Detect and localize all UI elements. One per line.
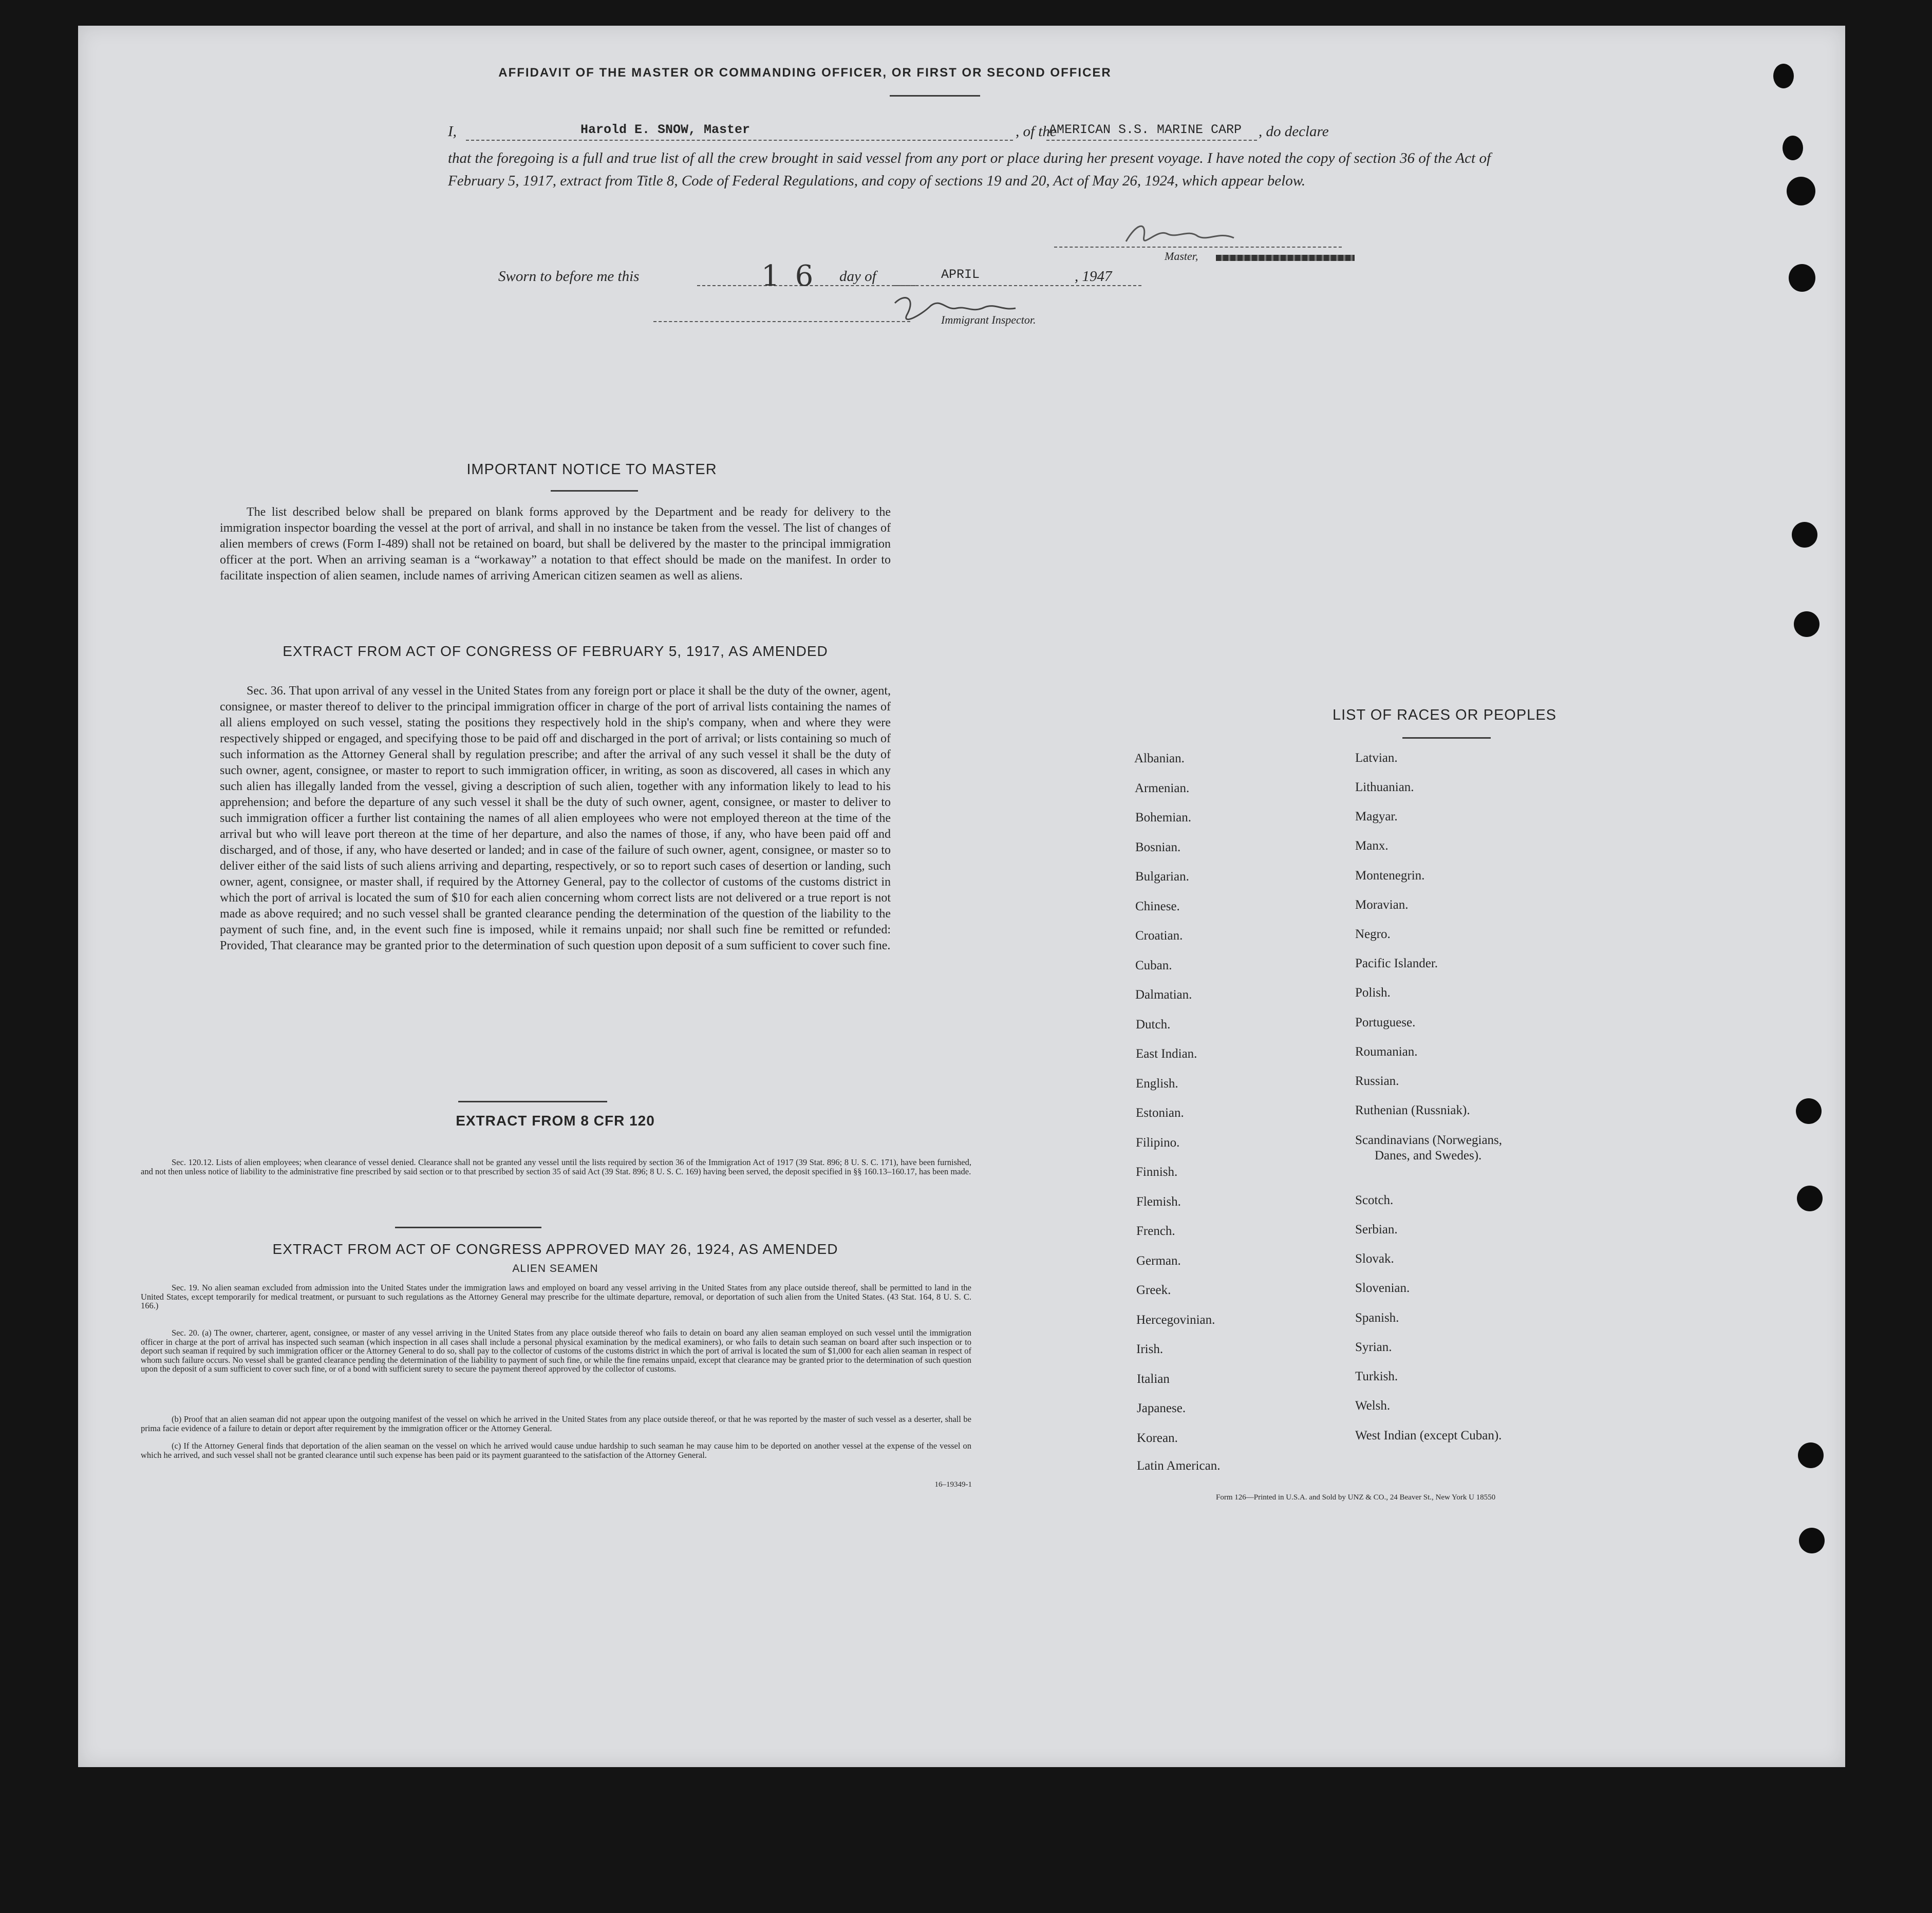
notice-rule [551, 490, 638, 492]
struck-out-officer-text [1216, 255, 1355, 261]
race-item: Albanian. [1134, 752, 1185, 765]
race-item: Turkish. [1355, 1370, 1398, 1383]
punch-hole [1773, 64, 1794, 88]
affidavit-body: that the foregoing is a full and true list of all the crew brought in said vessel from any port or place during her present voyage. I have noted the copy of section 36 of the Act of February 5, 1917, extract from Title 8, Code of Federal Regulations, and copy of sections 19 and 20, Act of May 26, 1924, which appear below. [448, 150, 1491, 189]
race-item: Scandinavians (Norwegians, [1355, 1133, 1503, 1147]
sworn-year: , 1947 [1075, 268, 1112, 285]
affidavit-title: AFFIDAVIT OF THE MASTER OR COMMANDING OFFICER, OR FIRST OR SECOND OFFICER [498, 66, 1112, 80]
vessel-name: AMERICAN S.S. MARINE CARP [1049, 122, 1242, 137]
race-item: Bulgarian. [1135, 870, 1189, 884]
race-item: East Indian. [1136, 1047, 1197, 1061]
punch-hole [1783, 136, 1803, 160]
punch-hole [1792, 522, 1817, 548]
race-item: Danes, and Swedes). [1375, 1149, 1482, 1162]
race-item: Filipino. [1136, 1136, 1180, 1150]
day-of-label: day of [839, 268, 876, 285]
race-item: Dalmatian. [1135, 988, 1192, 1002]
race-item: Spanish. [1355, 1311, 1399, 1325]
race-item: Estonian. [1136, 1106, 1184, 1120]
master-name: Harold E. SNOW, Master [580, 122, 751, 137]
race-item: Serbian. [1355, 1223, 1398, 1236]
race-item: Finnish. [1136, 1165, 1178, 1179]
extract-1924-sec20a: Sec. 20. (a) The owner, charterer, agent, consignee, or master of any vessel arriving in the United States from any place outside thereof who fails to detain on board any alien seaman employed on such vessel until the immigration officer in charge at the port of arrival has inspected such seaman (which inspection in all cases shall include a personal physical examination by the medical examiners), or who fails to detain such seaman on board after such inspection or to deport such seaman if required by such immigration officer or the Attorney General to do so, shall pay to the collector of customs of the customs district in which the port of arrival is located the sum of $1,000 for each alien seaman in respect of whom such failure occurs. No vessel shall be granted clearance pending the determination of the liability to payment of such fine, or while the fine remains unpaid, except that clearance may be granted prior to the determination of such question upon the deposit of a sum sufficient to cover such fine, or of a bond with sufficient surety to secure the payment thereof approved by the collector of customs. [141, 1328, 971, 1374]
punch-hole [1796, 1098, 1822, 1124]
race-item: Welsh. [1355, 1399, 1391, 1413]
race-item: Japanese. [1137, 1401, 1186, 1415]
race-item: Latvian. [1355, 751, 1398, 765]
punch-hole [1797, 1186, 1823, 1211]
race-item: Italian [1137, 1372, 1170, 1386]
notice-title: IMPORTANT NOTICE TO MASTER [466, 461, 717, 478]
affidavit-prefix: I, [448, 123, 457, 140]
extract-cfr-body: Sec. 120.12. Lists of alien employees; when clearance of vessel denied. Clearance shall not be granted any vessel until the lists required by section 36 of the Immigration Act of 1917 (39 Stat. 896; 8 U. S. C. 171), have been furnished, and not then unless notice of liability to the administrative fine prescribed by said section or to that prescribed by section 35 of said Act (39 Stat. 896; 8 U. S. C. 169) having been served, the deposit specified in §§ 160.13–160.17, has been made. [141, 1157, 971, 1176]
race-item: Scotch. [1355, 1193, 1394, 1207]
race-item: Montenegrin. [1355, 869, 1425, 883]
master-name-line [466, 140, 1013, 141]
sworn-month-line [895, 285, 1141, 286]
inspector-label: Immigrant Inspector. [941, 313, 1036, 326]
race-item: Polish. [1355, 986, 1391, 1000]
punch-hole [1789, 264, 1815, 292]
race-item: Latin American. [1137, 1459, 1221, 1473]
extract-cfr-end-rule [395, 1227, 541, 1228]
race-item: Greek. [1136, 1283, 1171, 1297]
inspector-signature-line [653, 321, 910, 322]
race-item: Hercegovinian. [1136, 1313, 1215, 1327]
document-page [78, 26, 1845, 1767]
race-item: Dutch. [1136, 1018, 1171, 1031]
extract-1924-subtitle: ALIEN SEAMEN [512, 1263, 598, 1274]
race-item: Chinese. [1135, 899, 1180, 913]
extract-1924-sec19: Sec. 19. No alien seaman excluded from admission into the United States under the immigration laws and employed on board any vessel arriving in the United States from any place outside thereof, shall be permitted to land in the United States, except temporarily for medical treatment, or pursuant to such regulations as the Attorney General may prescribe for the ultimate departure, removal, or deportation of such alien from the United States. (43 Stat. 164, 8 U. S. C. 166.) [141, 1283, 971, 1310]
extract-1917-end-rule [458, 1101, 607, 1102]
race-item: German. [1136, 1254, 1181, 1268]
race-item: French. [1136, 1224, 1175, 1238]
race-item: Slovak. [1355, 1252, 1394, 1266]
extract-cfr-title: EXTRACT FROM 8 CFR 120 [456, 1113, 655, 1129]
race-item: West Indian (except Cuban). [1355, 1429, 1502, 1442]
race-item: Croatian. [1135, 929, 1183, 943]
race-item: Roumanian. [1355, 1045, 1418, 1059]
of-the-label: , of the [1016, 123, 1057, 140]
race-item: Armenian. [1135, 781, 1190, 795]
sworn-day: 16 [761, 259, 829, 293]
race-item: Bosnian. [1135, 840, 1181, 854]
master-signature-line [1054, 247, 1342, 248]
race-item: Bohemian. [1135, 811, 1192, 824]
form-footer: Form 126—Printed in U.S.A. and Sold by UNZ & CO., 24 Beaver St., New York U 18550 [1216, 1493, 1496, 1502]
extract-1924-sec20c: (c) If the Attorney General finds that deportation of the alien seaman on the vessel on which he arrived would cause undue hardship to such seaman he may cause him to be deported on another vessel at the expense of the vessel on which he arrived, and such vessel shall not be granted clearance until such expense has been paid or its payment guaranteed to the satisfaction of the Attorney General. [141, 1441, 971, 1460]
race-item: Manx. [1355, 839, 1389, 853]
punch-hole [1798, 1442, 1824, 1468]
extract-1917-body: Sec. 36. That upon arrival of any vessel in the United States from any foreign port or place it shall be the duty of the owner, agent, consignee, or master thereof to deliver to the principal immigration officer in charge of the port of arrival lists containing the names of all aliens employed on such vessel, stating the positions they respectively hold in the ship's company, when and where they were respectively shipped or engaged, and specifying those to be paid off and discharged in the port of arrival; or lists containing so much of such information as the Attorney General shall by regulation prescribe; and after the arrival of any such vessel it shall be the duty of such owner, agent, consignee, or master to report to such immigration officer, in writing, as soon as discovered, all cases in which any such alien has illegally landed from the vessel, giving a description of such alien, together with any information likely to lead to his apprehension; and before the departure of any such vessel it shall be the duty of such owner, agent, consignee, or master to deliver to such immigration officer a further list containing the names of all alien employees who were not employed thereon at the time of the arrival but who will leave port thereon at the time of her departure, and also the names of those, if any, who have been paid off and discharged, and of those, if any, who have deserted or landed; and in case of the failure of such owner, agent, consignee, or master so to deliver either of the said lists of such aliens arriving and departing, respectively, or so to report such cases of desertion or landing, such owner, agent, consignee, or master shall, if required by the Attorney General, pay to the collector of customs of the customs district in which the port of arrival is located the sum of $10 for each alien concerning whom correct lists are not delivered or a true report is not made as above required; and no such vessel shall be granted clearance pending the determination of the question of the liability to the payment of such fine, and, in the event such fine is imposed, while it remains unpaid; nor shall such fine be remitted or refunded: Provided, That clearance may be granted prior to the determination of such question upon deposit of a sum sufficient to cover such fine. [220, 684, 891, 952]
declare-label: , do declare [1259, 123, 1329, 140]
race-item: Portuguese. [1355, 1016, 1416, 1029]
extract-1924-title: EXTRACT FROM ACT OF CONGRESS APPROVED MAY 26, 1924, AS AMENDED [272, 1241, 838, 1257]
races-rule [1402, 737, 1491, 739]
race-item: Cuban. [1135, 959, 1172, 972]
race-item: Syrian. [1355, 1340, 1392, 1354]
race-item: Pacific Islander. [1355, 956, 1438, 970]
notice-body: The list described below shall be prepared on blank forms approved by the Department and be ready for delivery to the immigration inspector boarding the vessel at the port of arrival, and shall in no instance be taken from the vessel. The list of changes of alien members of crews (Form I-489) shall not be retained on board, but shall be delivered by the master to the principal immigration officer at the port. When an arriving seaman is a “workaway” a notation to that effect should be made on the manifest. In order to facilitate inspection of alien seamen, include names of arriving American citizen seamen as well as aliens. [220, 505, 891, 583]
race-item: Moravian. [1355, 898, 1409, 912]
punch-hole [1799, 1528, 1825, 1553]
sworn-month: APRIL [941, 267, 980, 282]
race-item: Lithuanian. [1355, 780, 1414, 794]
punch-hole [1794, 611, 1820, 637]
title-rule [890, 95, 980, 97]
race-item: Negro. [1355, 927, 1391, 941]
master-signature [1116, 213, 1270, 254]
race-item: Ruthenian (Russniak). [1355, 1103, 1470, 1117]
punch-hole [1787, 177, 1815, 205]
race-item: English. [1136, 1077, 1178, 1091]
race-item: Slovenian. [1355, 1281, 1410, 1295]
race-item: Magyar. [1355, 810, 1398, 823]
extract-1924-sec20b: (b) Proof that an alien seaman did not appear upon the outgoing manifest of the vessel on which he arrived in the United States from any place outside thereof, or that he was reported by the master of such vessel as a deserter, shall be prima facie evidence of a failure to detain or deport after requirement by the immigration officer or the Attorney General. [141, 1414, 971, 1433]
master-label: Master, [1165, 250, 1198, 262]
vessel-name-line [1046, 140, 1257, 141]
race-item: Irish. [1136, 1342, 1164, 1356]
extract-1917-title: EXTRACT FROM ACT OF CONGRESS OF FEBRUARY 5, 1917, AS AMENDED [283, 643, 828, 659]
sworn-prefix: Sworn to before me this [498, 268, 640, 285]
races-title: LIST OF RACES OR PEOPLES [1332, 707, 1557, 723]
race-item: Korean. [1137, 1431, 1178, 1445]
race-item: Flemish. [1136, 1195, 1181, 1209]
race-item: Russian. [1355, 1074, 1399, 1088]
form-code: 16–19349-1 [934, 1480, 972, 1489]
